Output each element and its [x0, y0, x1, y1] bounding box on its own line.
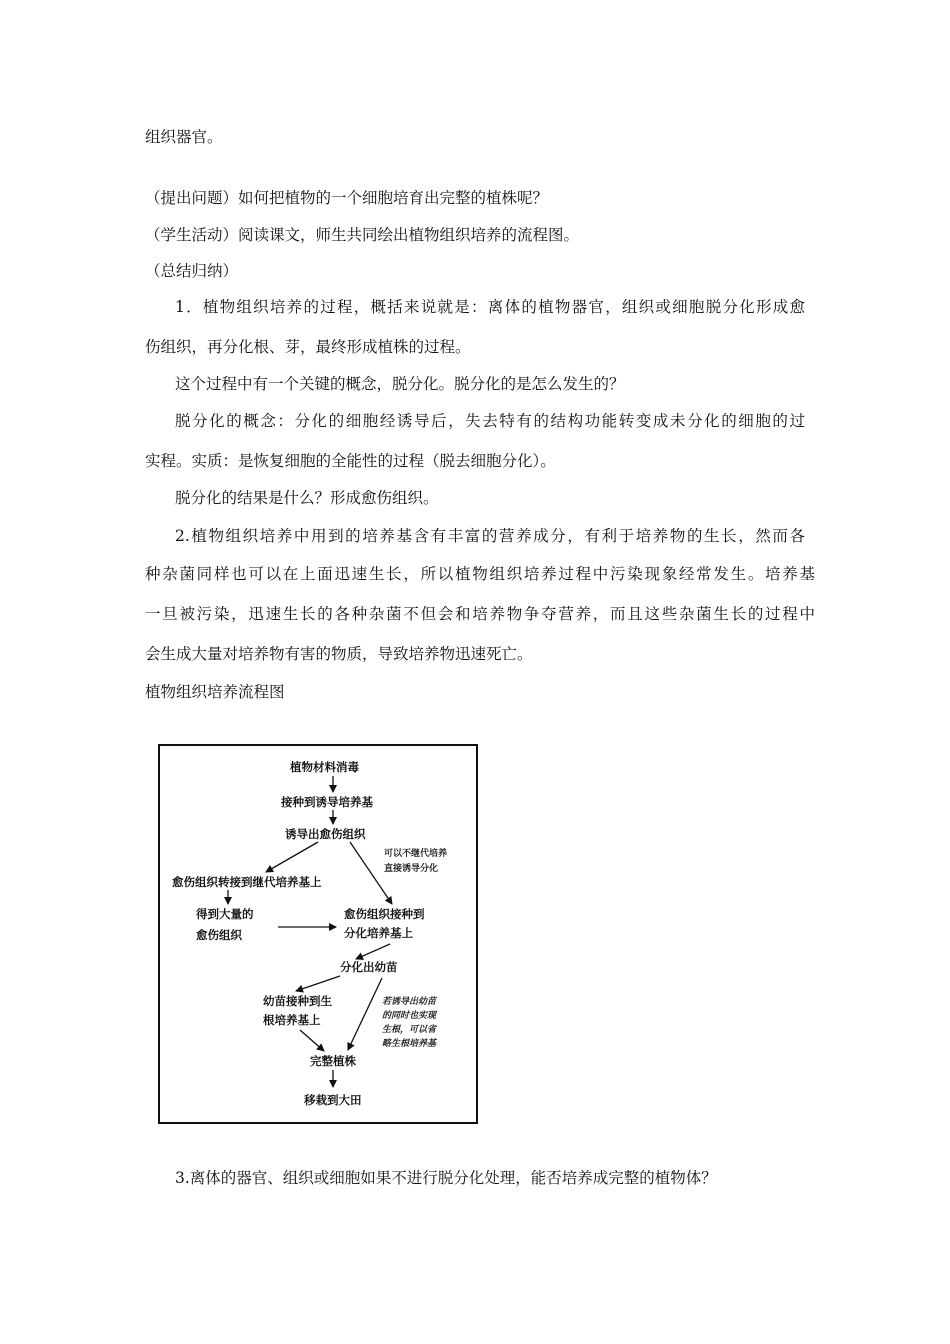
flow-node-mass-callus-1: 得到大量的	[196, 907, 254, 921]
flow-note-skip-subculture-2: 直接诱导分化	[384, 864, 439, 874]
flow-note-skip-rooting-2: 的同时也实现	[382, 1011, 437, 1021]
flow-node-seedling: 分化出幼苗	[340, 960, 398, 974]
text-line: 会生成大量对培养物有害的物质，导致培养物迅速死亡。	[145, 645, 533, 663]
arrow	[356, 944, 390, 959]
flow-note-skip-subculture-1: 可以不继代培养	[384, 849, 448, 859]
flow-node-rooting-1: 幼苗接种到生	[263, 994, 332, 1008]
flow-node-complete-plant: 完整植株	[310, 1054, 356, 1068]
text-line: 这个过程中有一个关键的概念，脱分化。脱分化的是怎么发生的？	[175, 375, 625, 393]
flow-node-differentiation-2: 分化培养基上	[344, 926, 413, 940]
flowchart	[158, 744, 478, 1124]
arrow	[300, 1030, 324, 1051]
section-title: 植物组织培养流程图	[145, 683, 285, 701]
flow-node-inoculate-induction: 接种到诱导培养基	[281, 795, 373, 809]
flow-note-skip-rooting-3: 生根，可以省	[382, 1025, 437, 1035]
flow-node-subculture: 愈伤组织转接到继代培养基上	[172, 875, 322, 889]
flow-node-rooting-2: 根培养基上	[263, 1013, 321, 1027]
flow-node-callus-induced: 诱导出愈伤组织	[285, 827, 366, 841]
text-line: 伤组织，再分化根、芽，最终形成植株的过程。	[145, 338, 471, 356]
arrow	[348, 978, 382, 1050]
paragraph-line: 一旦被污染，迅速生长的各种杂菌不但会和培养物争夺营养，而且这些杂菌生长的过程中	[145, 605, 815, 623]
paragraph-line: 脱分化的概念：分化的细胞经诱导后，失去特有的结构功能转变成未分化的细胞的过	[175, 412, 805, 430]
flow-node-disinfect: 植物材料消毒	[290, 760, 359, 774]
flow-node-differentiation-1: 愈伤组织接种到	[344, 907, 425, 921]
question-line: 3.离体的器官、组织或细胞如果不进行脱分化处理，能否培养成完整的植物体？	[175, 1169, 717, 1187]
text-line: （提出问题）如何把植物的一个细胞培育出完整的植株呢？	[145, 189, 549, 207]
arrow	[296, 976, 340, 991]
paragraph-line: 1．植物组织培养的过程，概括来说就是：离体的植物器官，组织或细胞脱分化形成愈	[175, 298, 805, 316]
flow-note-skip-rooting-4: 略生根培养基	[382, 1039, 437, 1049]
flow-note-skip-rooting-1: 若诱导出幼苗	[382, 997, 437, 1007]
text-line: 实程。实质：是恢复细胞的全能性的过程（脱去细胞分化）。	[145, 452, 556, 470]
paragraph-line: 种杂菌同样也可以在上面迅速生长，所以植物组织培养过程中污染现象经常发生。培养基	[145, 565, 815, 583]
paragraph-line: 2.植物组织培养中用到的培养基含有丰富的营养成分，有利于培养物的生长，然而各	[175, 527, 805, 545]
flow-node-transplant: 移栽到大田	[304, 1093, 362, 1107]
text-line: 脱分化的结果是什么？形成愈伤组织。	[175, 489, 439, 507]
text-line: （学生活动）阅读课文，师生共同绘出植物组织培养的流程图。	[145, 226, 580, 244]
text-line: （总结归纳）	[145, 262, 239, 280]
text-line: 组织器官。	[145, 128, 223, 146]
flow-node-mass-callus-2: 愈伤组织	[196, 928, 242, 942]
arrow	[266, 842, 318, 872]
